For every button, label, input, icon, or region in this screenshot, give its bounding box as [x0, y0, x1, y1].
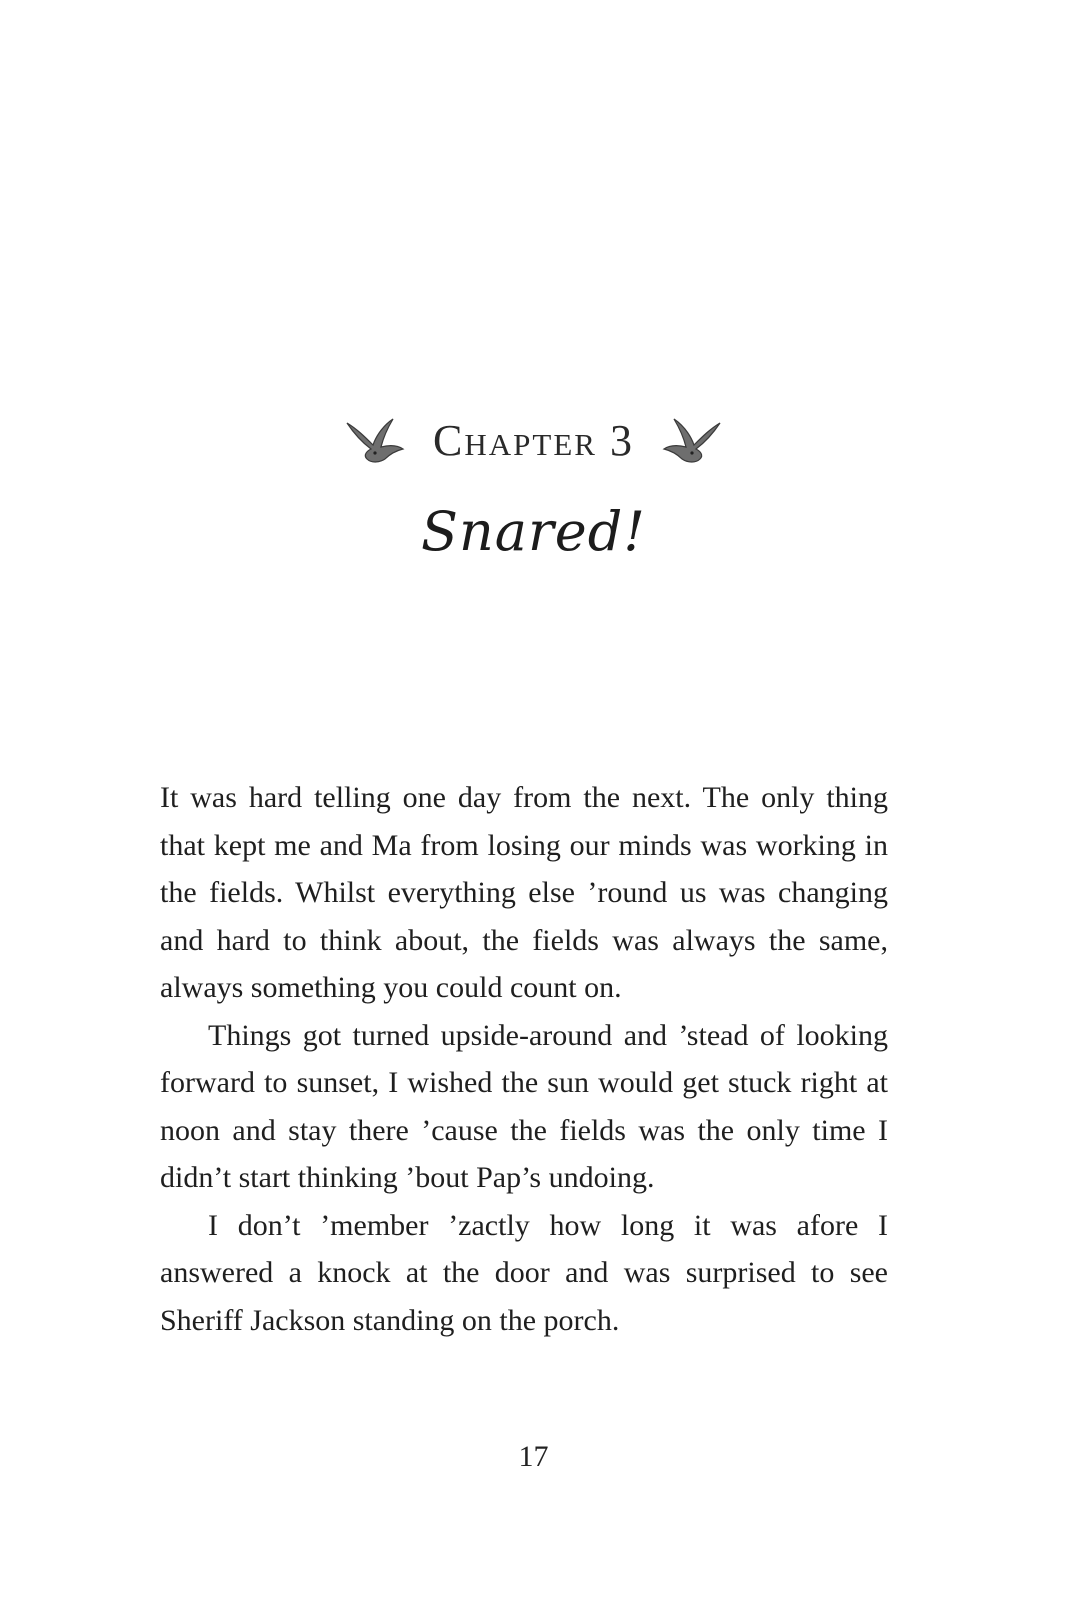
chapter-title: Snared!: [420, 500, 646, 563]
page-number: 17: [518, 1440, 549, 1473]
paragraph: Things got turned upside-around and ’stead of looking forward to sunset, I wished the sun would get stuck right at noon and stay there ’cause the fields was the only time I didn’t start thinking ’bout Pap’s undoing.: [160, 1018, 888, 1194]
paragraph: It was hard telling one day from the next. The only thing that kept me and Ma from losing our minds was working in the fields. Whilst everything else ’round us was changing and hard to think about, the fields was always the same, always something you could count on.: [160, 781, 888, 1004]
dove-icon: [656, 415, 722, 467]
dove-icon: [345, 415, 411, 467]
chapter-heading: [0, 415, 1067, 467]
body-text: [160, 774, 888, 1344]
chapter-label: Chapter 3: [433, 416, 634, 465]
paragraph: I don’t ’member ’zactly how long it was afore I answered a knock at the door and was surprised to see Sheriff Jackson standing on the porch.: [160, 1208, 888, 1337]
